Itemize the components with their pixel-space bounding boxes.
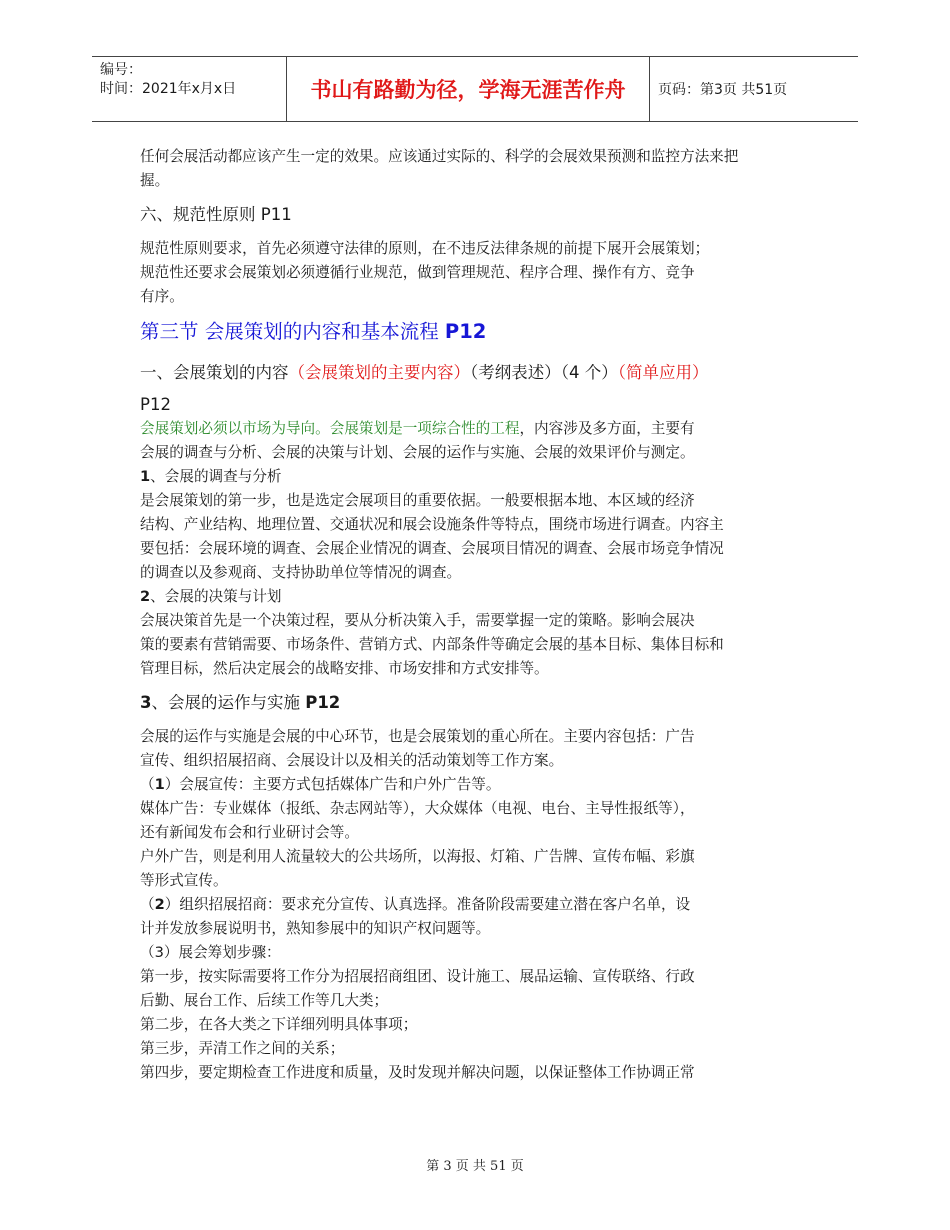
paragraph: 户外广告，则是利用人流量较大的公共场所，以海报、灯箱、广告牌、宣传布幅、彩旗 [140, 848, 695, 865]
paragraph: 要包括：会展环境的调查、会展企业情况的调查、会展项目情况的调查、会展市场竞争情况 [140, 540, 724, 557]
list-item: （3）展会筹划步骤： [140, 944, 281, 961]
number-label: 编号： [100, 62, 142, 78]
paragraph: 计并发放参展说明书，熟知参展中的知识产权问题等。 [140, 920, 491, 937]
paragraph: 结构、产业结构、地理位置、交通状况和展会设施条件等特点，围绕市场进行调查。内容主 [140, 516, 724, 533]
subsection-heading: 3、会展的运作与实施 P12 [140, 693, 341, 712]
list-item: （2）组织招展招商：要求充分宣传、认真选择。准备阶段需要建立潜在客户名单，设 [140, 896, 691, 913]
paragraph: 第一步，按实际需要将工作分为招展招商组团、设计施工、展品运输、宣传联络、行政 [140, 968, 695, 985]
paragraph: 是会展策划的第一步，也是选定会展项目的重要依据。一般要根据本地、本区域的经济 [140, 492, 695, 509]
list-item: （1）会展宣传：主要方式包括媒体广告和户外广告等。 [140, 776, 501, 793]
paragraph: 等形式宣传。 [140, 872, 228, 889]
section-heading: 六、规范性原则 P11 [140, 205, 292, 224]
paragraph: 第三步，弄清工作之间的关系； [140, 1040, 345, 1057]
subsection-heading: 1、会展的调查与分析 [140, 468, 282, 485]
paragraph: 规范性原则要求，首先必须遵守法律的原则，在不违反法律条规的前提下展开会展策划； [140, 240, 710, 257]
paragraph: 媒体广告：专业媒体（报纸、杂志网站等），大众媒体（电视、电台、主导性报纸等）， [140, 800, 695, 817]
paragraph: 会展决策首先是一个决策过程，要从分析决策入手，需要掌握一定的策略。影响会展决 [140, 612, 695, 629]
paragraph: 握。 [140, 172, 170, 189]
page-header [92, 56, 858, 122]
page-footer: 第 3 页 共 51 页 [426, 1159, 524, 1174]
paragraph: 后勤、展台工作、后续工作等几大类； [140, 992, 389, 1009]
header-page-info: 页码：第3页 共51页 [658, 82, 788, 98]
paragraph: 有序。 [140, 288, 184, 305]
paragraph: 会展的运作与实施是会展的中心环节，也是会展策划的重心所在。主要内容包括：广告 [140, 728, 695, 745]
paragraph: 还有新闻发布会和行业研讨会等。 [140, 824, 359, 841]
document-body [140, 145, 820, 1085]
paragraph: 第四步，要定期检查工作进度和质量，及时发现并解决问题，以保证整体工作协调正常 [140, 1064, 695, 1081]
paragraph: 管理目标，然后决定展会的战略安排、市场安排和方式安排等。 [140, 660, 549, 677]
time-label: 时间：2021年x月x日 [100, 81, 237, 97]
header-meta [92, 57, 286, 121]
section-page-ref: P12 [140, 395, 171, 414]
subsection-heading: 2、会展的决策与计划 [140, 588, 282, 605]
paragraph: 规范性还要求会展策划必须遵循行业规范，做到管理规范、程序合理、操作有方、竞争 [140, 264, 695, 281]
paragraph: 会展策划必须以市场为导向。会展策划是一项综合性的工程，内容涉及多方面，主要有 [140, 420, 695, 437]
paragraph: 宣传、组织招展招商、会展设计以及相关的活动策划等工作方案。 [140, 752, 564, 769]
paragraph: 任何会展活动都应该产生一定的效果。应该通过实际的、科学的会展效果预测和监控方法来把 [140, 148, 739, 165]
paragraph: 的调查以及参观商、支持协助单位等情况的调查。 [140, 564, 462, 581]
chapter-heading: 第三节 会展策划的内容和基本流程 P12 [140, 320, 487, 343]
paragraph: 策的要素有营销需要、市场条件、营销方式、内部条件等确定会展的基本目标、集体目标和 [140, 636, 724, 653]
header-motto: 书山有路勤为径，学海无涯苦作舟 [286, 57, 650, 121]
paragraph: 会展的调查与分析、会展的决策与计划、会展的运作与实施、会展的效果评价与测定。 [140, 444, 695, 461]
section-heading: 一、会展策划的内容（会展策划的主要内容）（考纲表述）（4 个）（简单应用） [140, 363, 709, 382]
paragraph: 第二步，在各大类之下详细列明具体事项； [140, 1016, 418, 1033]
